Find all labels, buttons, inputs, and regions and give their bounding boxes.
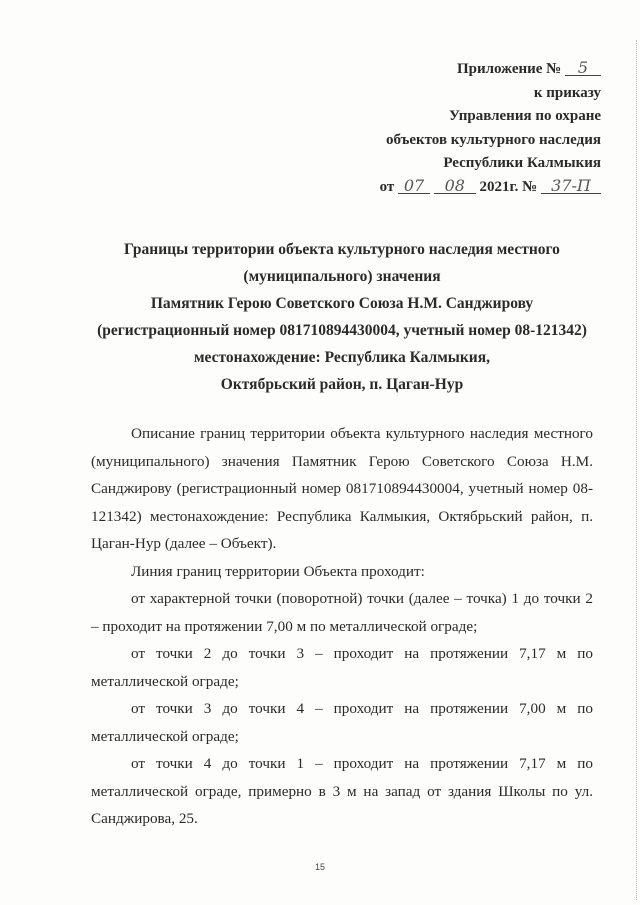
- order-number-handwritten: 37-П: [541, 178, 601, 194]
- document-title: [72, 236, 612, 398]
- title-line-5: местонахождение: Республика Калмыкия,: [193, 349, 490, 366]
- page-number: 15: [314, 862, 325, 872]
- body-paragraph-boundary-intro: Линия границ территории Объекта проходит:: [131, 562, 425, 580]
- appendix-label: Приложение №: [456, 61, 562, 77]
- date-prefix: от: [379, 178, 395, 195]
- title-line-6: Октябрьский район, п. Цаган-Нур: [220, 376, 464, 393]
- body-paragraph-segment-4-1: от точки 4 до точки 1 – проходит на протяжении 7,17 м по металлической ограде, примерно в 3 м на запад от здания Школы по ул. Санджирова, 25.: [91, 755, 593, 827]
- authority-line-3: Республики Калмыкия: [443, 155, 601, 171]
- authority-line-1: Управления по охране: [448, 108, 601, 124]
- body-paragraph-segment-2-3: от точки 2 до точки 3 – проходит на протяжении 7,17 м по металлической ограде;: [91, 645, 593, 690]
- title-line-3: Памятник Герою Советского Союза Н.М. Санджирову: [150, 295, 534, 312]
- appendix-number-handwritten: 5: [565, 60, 601, 76]
- title-line-4: (регистрационный номер 081710894430004, учетный номер 08-121342): [97, 322, 587, 339]
- date-year: 2021г. №: [479, 178, 538, 195]
- appendix-header: [271, 58, 601, 199]
- title-line-1: Границы территории объекта культурного наследия местного: [124, 241, 560, 258]
- order-date-line: [271, 176, 601, 200]
- order-ref-line: к приказу: [533, 84, 601, 101]
- title-line-2: (муниципального) значения: [243, 268, 441, 285]
- date-month-handwritten: 08: [434, 178, 476, 194]
- body-paragraph-segment-3-4: от точки 3 до точки 4 – проходит на протяжении 7,00 м по металлической ограде;: [91, 700, 593, 745]
- body-paragraph-description: Описание границ территории объекта культурного наследия местного (муниципального) значения Памятник Герою Советского Союза Н.М. Санджирову (регистрационный номер 081710894430004, учетный номер 08-121342) местонахождение: Республика Калмыкия, Октябрьский район, п. Цаган-Нур (далее – Объект).: [91, 425, 593, 552]
- body-paragraph-segment-1-2: от характерной точки (поворотной) точки (далее – точка) 1 до точки 2 – проходит на протяжении 7,00 м по металлической ограде;: [91, 590, 593, 635]
- appendix-number-line: [271, 58, 601, 82]
- document-body: [91, 420, 593, 833]
- authority-line-2: объектов культурного наследия: [385, 131, 601, 148]
- date-day-handwritten: 07: [398, 178, 430, 194]
- scan-edge-line: [635, 40, 637, 900]
